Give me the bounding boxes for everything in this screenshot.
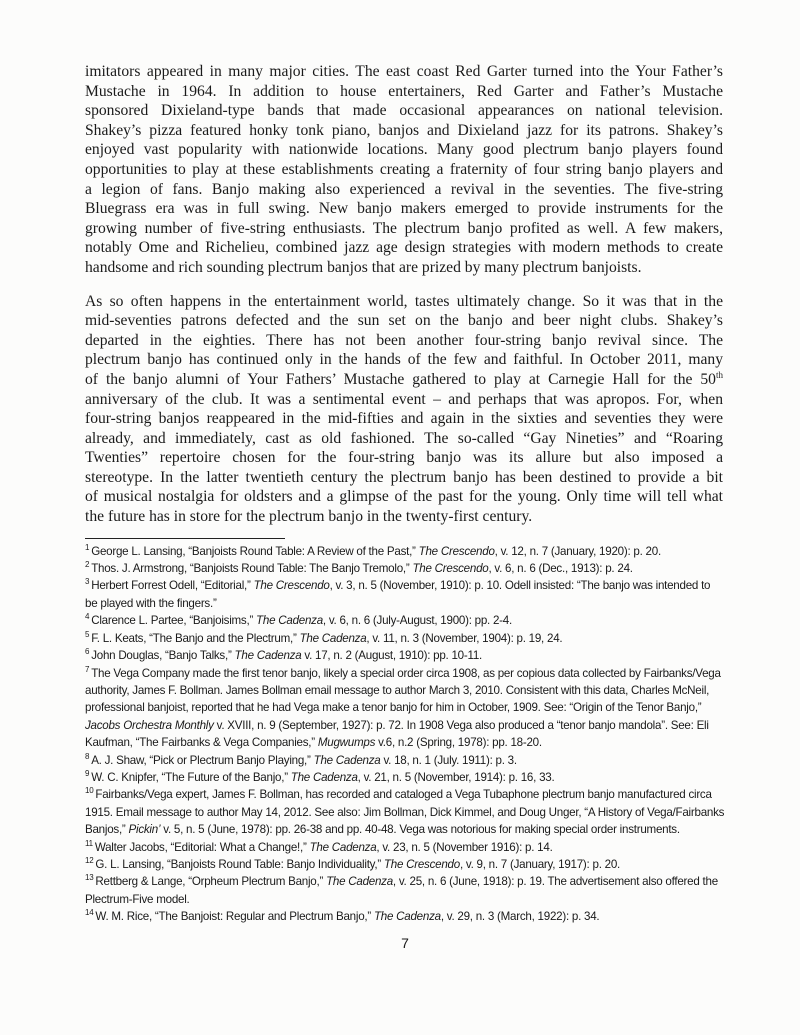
footnote-text: A. J. Shaw, “Pick or Plectrum Banjo Playing,” [91,753,314,767]
footnote [85,560,725,577]
publication-title: The Cadenza [313,753,381,767]
footnote [85,612,725,629]
text-line: As so often happens in the entertainment world, tastes ultimately change. So it was that in the [85,292,723,310]
footnote-text: G. L. Lansing, “Banjoists Round Table: Banjo Individuality,” [95,857,384,871]
footnote-text: Clarence L. Partee, “Banjoisims,” [91,614,257,628]
text-line: of the banjo alumni of Your Fathers’ Mustache gathered to play at Carnegie Hall for the 50th [85,369,723,388]
publication-title: The Cadenza [373,910,441,924]
footnote-number: 13 [85,873,94,883]
footnote [85,786,725,838]
page-number: 7 [401,934,409,951]
text-line: anniversary of the club. It was a sentimental event – and perhaps that was apropos. For, when [85,390,723,408]
footnote [85,839,725,856]
footnote-number: 1 [85,542,90,552]
footnote-number: 3 [85,577,90,587]
publication-title: The Cadenza [234,649,302,663]
text-line: of musical nostalgia for oldsters and a glimpse of the past for the young. Only time will tell what [85,488,723,506]
text-line: already, and immediately, cast as old fashioned. The so-called “Gay Nineties” and “Roaring [85,429,723,447]
text-line: Bluegrass era was in full swing. New banjo makers emerged to provide instruments for the [85,200,723,218]
footnote [85,873,725,908]
text-line: enjoyed vast popularity with nationwide locations. Many good plectrum banjo players found [85,141,723,159]
footnote [85,630,725,647]
footnote [85,543,725,560]
publication-title: Pickin’ [128,823,161,837]
text-line: departed in the eighties. There has not been another four-string banjo revival since. The [85,331,723,349]
footnote [85,752,725,769]
text-line: a legion of fans. Banjo making also experienced a revival in the seventies. The five-string [85,180,723,198]
publication-title: The Cadenza [299,631,367,645]
text-line: Shakey’s pizza featured honky tonk piano, banjos and Dixieland jazz for its patrons. Shakey’s [85,121,723,139]
publication-title: The Crescendo [253,579,330,593]
publication-title: Mugwumps [317,736,376,750]
footnote-number: 5 [85,629,90,639]
footnote-text: Walter Jacobs, “Editorial: What a Change!,” [94,840,310,854]
footnote-text: Thos. J. Armstrong, “Banjoists Round Table: The Banjo Tremolo,” [91,562,413,576]
footnote-text: John Douglas, “Banjo Talks,” [91,649,235,663]
footnote-text: v.6, n.2 (Spring, 1978): pp. 18-20. [375,736,542,750]
footnote-number: 6 [85,647,90,657]
footnote-text: , v. 9, n. 7 (January, 1917): p. 20. [459,857,620,871]
text-line: Mustache in 1964. In addition to house entertainers, Red Garter and Father’s Mustache [85,82,723,100]
footnote-text: v. 17, n. 2 (August, 1910): pp. 10-11. [301,649,482,663]
paragraph-1 [85,62,723,278]
footnote-number: 12 [85,855,94,865]
footnote-text: Herbert Forrest Odell, “Editorial,” [91,579,254,593]
publication-title: The Cadenza [309,840,377,854]
page-column [85,62,725,952]
footnote-number: 14 [85,908,94,918]
footnote-text: v. 18, n. 1 (July. 1911): p. 3. [380,753,517,767]
paragraph-2 [85,292,723,527]
footnote-number: 2 [85,560,90,570]
text-line: handsome and rich sounding plectrum banjos that are prized by many plectrum banjoists. [85,258,642,276]
superscript: th [715,369,723,380]
publication-title: The Cadenza [256,614,323,628]
footnote-text: , v. 21, n. 5 (November, 1914): p. 16, 33. [357,770,555,784]
publication-title: Jacobs Orchestra Monthly [85,718,214,732]
footnote-text: The Vega Company made the first tenor banjo, likely a special order circa 1908, as per copious data collected by Fairbanks/Vega authority, James F. Bollman. James Bollman email message to author March 3, 2010. Consistent with this data, Charles McNeil, professional banjoist, reported that he had Vega make a tenor banjo for him in October, 1909. See: “Origin of the Tenor Banjo,” [85,666,721,715]
footnote-text: F. L. Keats, “The Banjo and the Plectrum,” [91,631,300,645]
footnote-text: , v. 12, n. 7 (January, 1920): p. 20. [494,544,661,558]
footnote [85,769,725,786]
publication-title: The Cadenza [290,770,358,784]
text-line: mid-seventies patrons defected and the sun set on the banjo and beer night clubs. Shakey’s [85,312,723,330]
text-line: stereotype. In the latter twentieth century the plectrum banjo has been destined to provide a bit [85,468,723,486]
footnote [85,665,725,752]
footnotes [85,543,725,926]
footnote-text: v. 5, n. 5 (June, 1978): pp. 26-38 and pp. 40-48. Vega was notorious for making special order instruments. [160,823,680,837]
footnote-text: v. XVIII, n. 9 (September, 1927): p. 72. In 1908 Vega also produced a “tenor banjo mandola”. See: Eli Kaufman, “The Fairbanks & Vega Companies,” [85,718,709,750]
footnote-text: W. C. Knipfer, “The Future of the Banjo,” [91,770,291,784]
text-line: sponsored Dixieland-type bands that made occasional appearances on national television. [85,102,723,120]
text-line: notably Ome and Richelieu, combined jazz age design strategies with modern methods to create [85,239,723,257]
footnote-text: Fairbanks/Vega expert, James F. Bollman, has recorded and cataloged a Vega Tubaphone plectrum banjo manufactured circa 1915. Email message to author May 14, 2012. See also: Jim Bollman, Dick Kimmel, and Doug Unger, “A History of Vega/Fairbanks Banjos,” [85,788,725,837]
footnote-text: , v. 3, n. 5 (November, 1910): p. 10. Odell insisted: “The banjo was intended to be played with the fingers.” [85,579,711,610]
footnote-text: , v. 6, n. 6 (Dec., 1913): p. 24. [488,562,633,576]
footnote-text: Rettberg & Lange, “Orpheum Plectrum Banjo,” [95,875,327,889]
footnote-text: , v. 23, n. 5 (November 1916): p. 14. [376,840,553,854]
footnote-text: , v. 6, n. 6 (July-August, 1900): pp. 2-4. [322,614,512,628]
text-line: the future has in store for the plectrum banjo in the twenty-first century. [85,508,533,526]
footnote-number: 11 [85,838,93,848]
text-line: Twenties” repertoire chosen for the four-string banjo was its allure but also imposed a [85,449,723,467]
footnote-number: 7 [85,664,90,674]
footnote-number: 9 [85,768,90,778]
publication-title: The Crescendo [412,562,489,576]
text-line: imitators appeared in many major cities. The east coast Red Garter turned into the Your Father’s [85,63,723,80]
footnote-text: , v. 11, n. 3 (November, 1904): p. 19, 24. [366,631,563,645]
text-line: plectrum banjo has continued only in the hands of the few and faithful. In October 2011, many [85,351,723,369]
publication-title: The Crescendo [383,857,460,871]
footnote-divider [85,538,285,539]
footnote [85,647,725,664]
publication-title: The Cadenza [326,875,393,889]
text-line: growing number of five-string enthusiasts. The plectrum banjo profited as well. A few makers, [85,219,723,237]
footnote-number: 8 [85,751,90,761]
footnote-number: 10 [85,786,94,796]
footnote [85,577,725,612]
publication-title: The Crescendo [418,544,495,558]
footnote [85,908,725,925]
text-line: opportunities to play at these establishments creating a fraternity of four string banjo players and [85,160,723,178]
footnote-text: George L. Lansing, “Banjoists Round Table: A Review of the Past,” [91,544,419,558]
footnote-number: 4 [85,612,90,622]
footnote-text: , v. 25, n. 6 (June, 1918): p. 19. The advertisement also offered the Plectrum-Five model. [85,875,718,906]
footnote-text: , v. 29, n. 3 (March, 1922): p. 34. [440,910,600,924]
footnote-text: W. M. Rice, “The Banjoist: Regular and Plectrum Banjo,” [95,910,374,924]
text-line: four-string banjos reappeared in the mid-fifties and again in the sixties and seventies they were [85,410,723,428]
footnote [85,856,725,873]
